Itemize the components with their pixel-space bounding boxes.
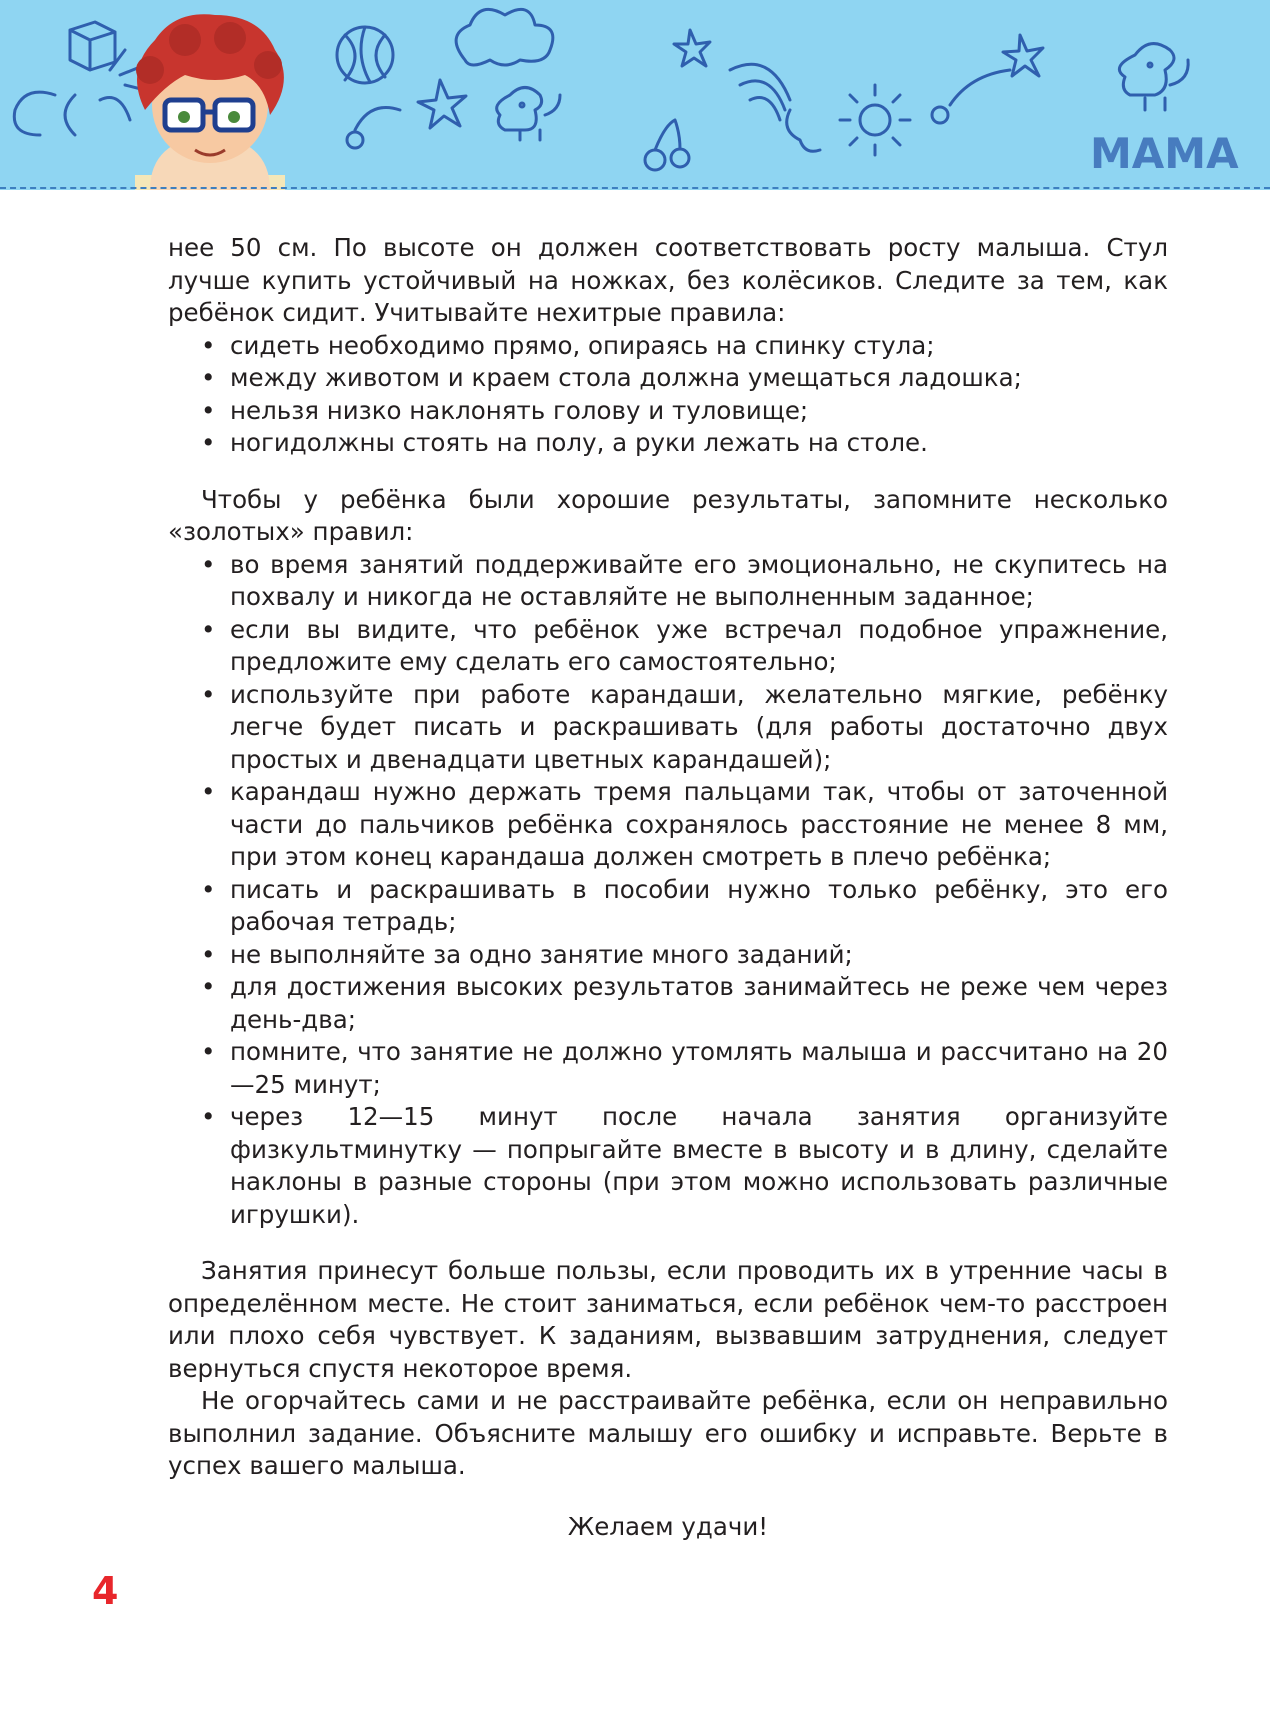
golden-rules-list xyxy=(168,549,1168,1232)
list-item: • нельзя низко наклонять голову и туловище; xyxy=(168,395,1168,428)
header-banner xyxy=(0,0,1270,190)
list-item: • сидеть необходимо прямо, опираясь на спинку стула; xyxy=(168,330,1168,363)
sun-icon xyxy=(840,85,910,155)
posture-rules-list xyxy=(168,330,1168,460)
page-number: 4 xyxy=(92,1569,119,1613)
dog-icon xyxy=(497,88,560,141)
golden-rules-intro: Чтобы у ребёнка были хорошие результаты, запомните несколько «золотых» правил: xyxy=(168,484,1168,546)
star-icon-2 xyxy=(674,30,710,66)
list-item: • карандаш нужно держать тремя пальцами так, чтобы от заточенной части до пальчиков ребёнка сохранялось расстояние не менее 8 мм, при этом конец карандаша должен смотреть в плечо ребёнка; xyxy=(168,776,1168,874)
intro-paragraph: нее 50 см. По высоте он должен соответствовать росту малыша. Стул лучше купить устойчивый на ножках, без колёсиков. Следите за тем, как ребёнок сидит. Учитывайте нехитрые правила: xyxy=(168,233,1168,327)
rainbow-icon xyxy=(730,64,790,120)
list-item: • не выполняйте за одно занятие много заданий; xyxy=(168,939,1168,972)
kid-mascot-illustration xyxy=(135,14,285,190)
list-item: • во время занятий поддерживайте его эмоционально, не скупитесь на похвалу и никогда не оставляйте не выполненным заданное; xyxy=(168,549,1168,614)
list-item: • помните, что занятие не должно утомлять малыша и рассчитано на 20—25 минут; xyxy=(168,1036,1168,1101)
scribble-doodle xyxy=(14,92,55,135)
mama-doodle-text: МАМА xyxy=(1090,129,1239,178)
ball-icon xyxy=(337,27,393,83)
mistakes-paragraph: Не огорчайтесь сами и не расстраивайте ребёнка, если он неправильно выполнил задание. Объясните малышу его ошибку и исправьте. Верьте в успех вашего малыша. xyxy=(168,1386,1168,1480)
cherry-icon xyxy=(645,120,689,170)
scribble-doodle-2 xyxy=(65,95,130,135)
list-item: • для достижения высоких результатов занимайтесь не реже чем через день-два; xyxy=(168,971,1168,1036)
doodle-illustrations xyxy=(0,0,1270,190)
morning-paragraph: Занятия принесут больше пользы, если проводить их в утренние часы в определённом месте. Не стоит заниматься, если ребёнок чем-то расстроен или плохо себя чувствует. К заданиям, вызвавшим затруднения, следует вернуться спустя некоторое время. xyxy=(168,1256,1168,1383)
list-item: • если вы видите, что ребёнок уже встречал подобное упражнение, предложите ему сделать его самостоятельно; xyxy=(168,614,1168,679)
star-icon xyxy=(418,80,466,128)
dog-icon-2 xyxy=(1119,44,1188,110)
cube-icon xyxy=(70,22,115,70)
closing-wish: Желаем удачи! xyxy=(567,1511,769,1541)
list-item: • между животом и краем стола должна умещаться ладошка; xyxy=(168,362,1168,395)
list-item: • через 12—15 минут после начала занятия организуйте физкультминутку — попрыгайте вместе в высоту и в длину, сделайте наклоны в разные стороны (при этом можно использовать различные игрушки). xyxy=(168,1101,1168,1231)
list-item: • ногидолжны стоять на полу, а руки лежать на столе. xyxy=(168,427,1168,460)
instructions-text xyxy=(168,232,1168,1568)
list-item: • используйте при работе карандаши, желательно мягкие, ребёнку легче будет писать и раскрашивать (для работы достаточно двух простых и двенадцати цветных карандашей); xyxy=(168,679,1168,777)
list-item: • писать и раскрашивать в пособии нужно только ребёнку, это его рабочая тетрадь; xyxy=(168,874,1168,939)
comet-icon-2 xyxy=(932,107,948,123)
comet-icon xyxy=(347,132,363,148)
cloud-icon xyxy=(456,9,553,65)
banner-dashed-divider xyxy=(0,187,1270,189)
